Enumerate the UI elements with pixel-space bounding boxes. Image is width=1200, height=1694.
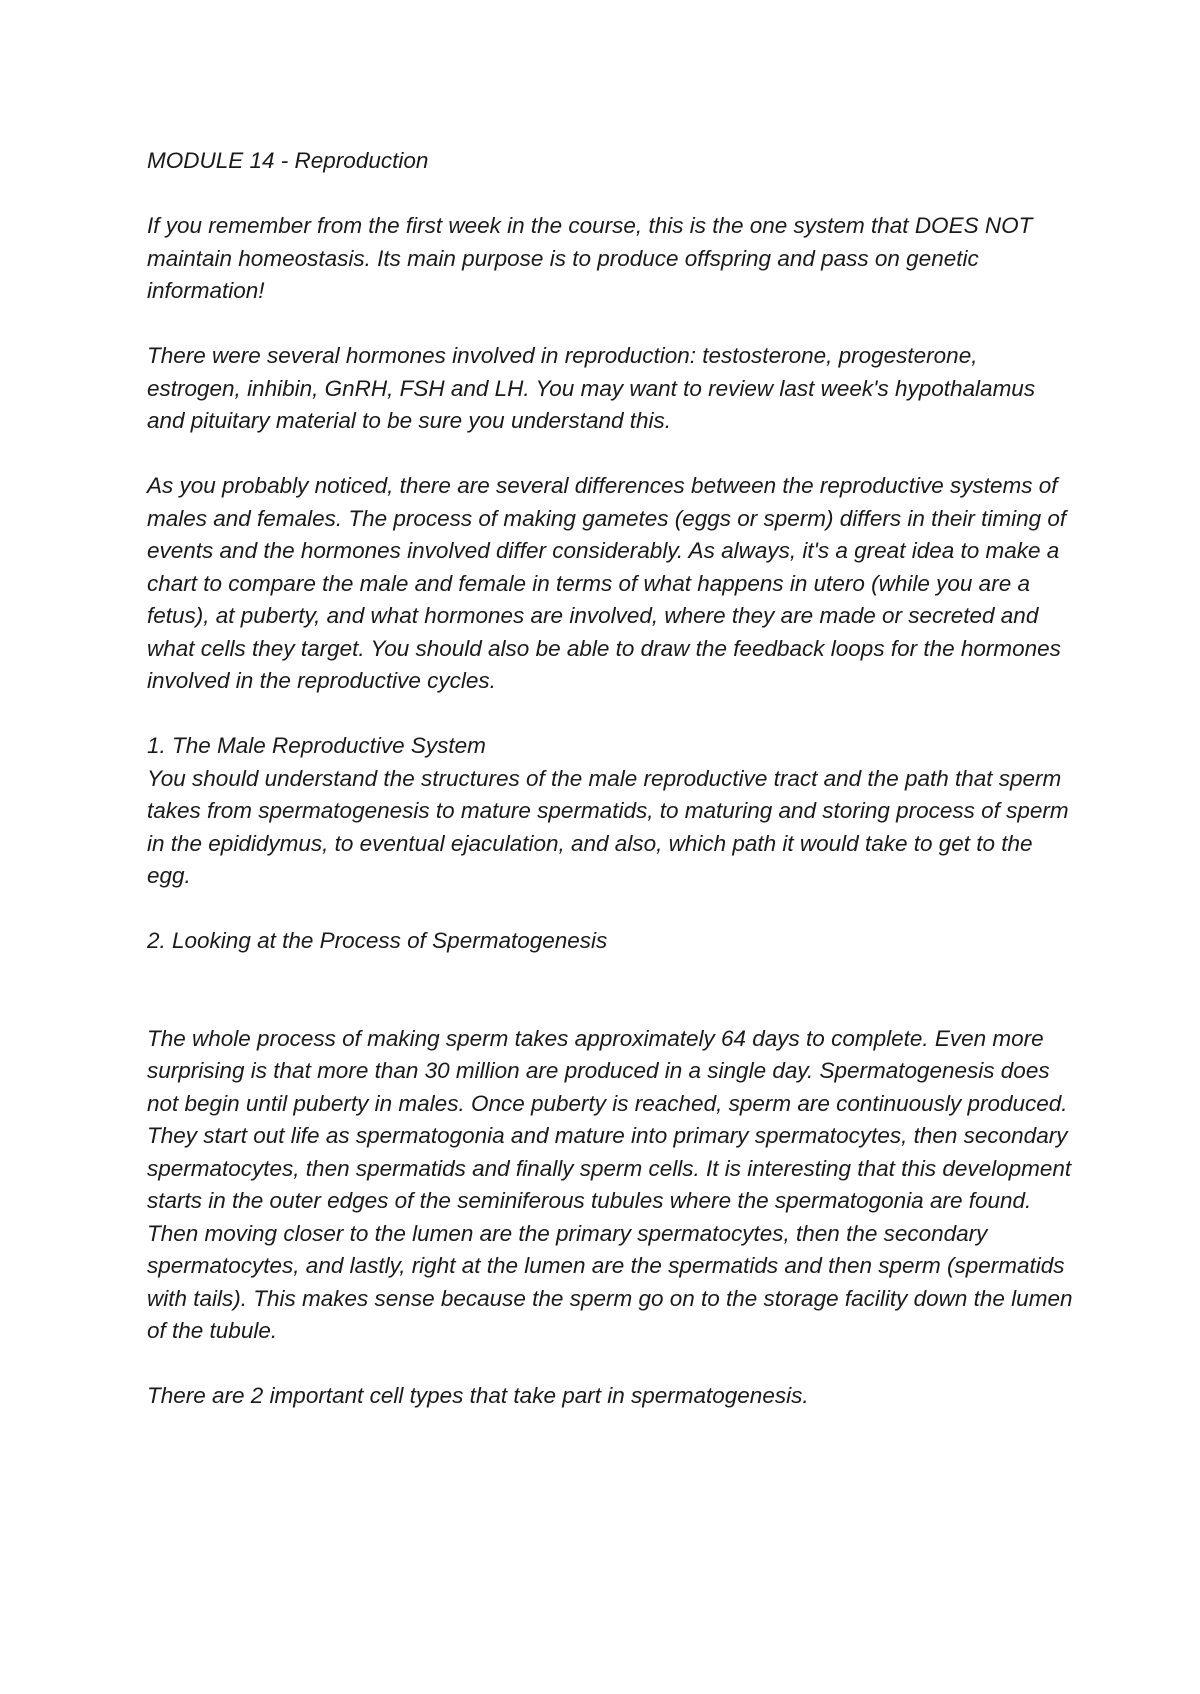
differences-paragraph: As you probably noticed, there are several differences between the reproductive systems of males and females. The process of making gametes (eggs or sperm) differs in their timing of events and the hormones involved differ considerably. As always, it's a great idea to make a chart to compare the male and female in terms of what happens in utero (while you are a fetus), at puberty, and what hormones are involved, where they are made or secreted and what cells they target. You should also be able to draw the feedback loops for the hormones involved in the reproductive cycles. [147, 473, 1067, 693]
document-body [147, 145, 1077, 1413]
document-title: MODULE 14 - Reproduction [147, 148, 429, 173]
intro-paragraph: If you remember from the first week in the course, this is the one system that DOES NOT maintain homeostasis. Its main purpose is to produce offspring and pass on genetic information! [147, 213, 1033, 303]
closing-paragraph: There are 2 important cell types that take part in spermatogenesis. [147, 1383, 809, 1408]
section-2-heading: 2. Looking at the Process of Spermatogenesis [147, 928, 608, 953]
section-2-paragraph: The whole process of making sperm takes approximately 64 days to complete. Even more surprising is that more than 30 million are produced in a single day. Spermatogenesis does not begin until puberty in males. Once puberty is reached, sperm are continuously produced. They start out life as spermatogonia and mature into primary spermatocytes, then secondary spermatocytes, then spermatids and finally sperm cells. It is interesting that this development starts in the outer edges of the seminiferous tubules where the spermatogonia are found. Then moving closer to the lumen are the primary spermatocytes, then the secondary spermatocytes, and lastly, right at the lumen are the spermatids and then sperm (spermatids with tails). This makes sense because the sperm go on to the storage facility down the lumen of the tubule. [147, 1025, 1073, 1343]
hormones-paragraph: There were several hormones involved in reproduction: testosterone, progesterone, estrogen, inhibin, GnRH, FSH and LH. You may want to review last week's hypothalamus and pituitary material to be sure you understand this. [147, 343, 1036, 433]
section-1-heading: 1. The Male Reproductive System [147, 733, 486, 758]
section-1-paragraph: You should understand the structures of the male reproductive tract and the path that sperm takes from spermatogenesis to mature spermatids, to maturing and storing process of sperm in the epididymus, to eventual ejaculation, and also, which path it would take to get to the egg. [147, 765, 1069, 888]
